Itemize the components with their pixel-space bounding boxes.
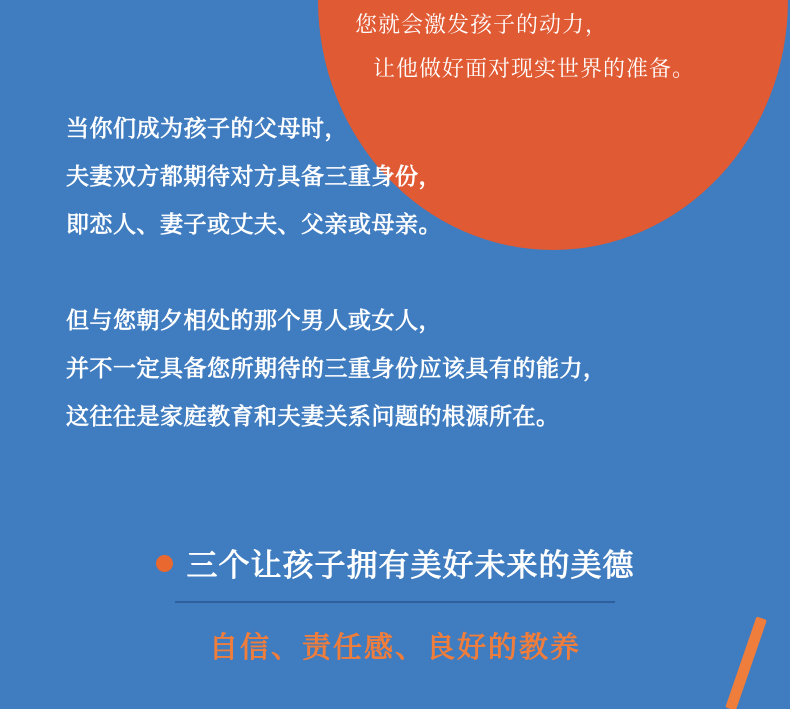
section-heading-block — [0, 540, 790, 666]
body-text-block — [66, 104, 746, 440]
top-quote-block — [355, 0, 790, 92]
section-subtitle: 自信、责任感、良好的教养 — [208, 632, 581, 664]
heading-divider — [175, 601, 615, 603]
paragraph-1-line-3: 即恋人、妻子或丈夫、父亲或母亲。 — [66, 211, 442, 237]
paragraph-1-line-2: 夫妻双方都期待对方具备三重身份， — [66, 163, 442, 189]
bullet-dot-icon — [156, 555, 173, 572]
paragraph-2-line-1: 但与您朝夕相处的那个男人或女人， — [66, 307, 442, 333]
top-quote-line-1: 您就会激发孩子的动力， — [355, 13, 609, 38]
top-quote-line-2: 让他做好面对现实世界的准备。 — [373, 57, 696, 82]
paragraph-1-line-1: 当你们成为孩子的父母时， — [66, 115, 348, 141]
paragraph-2-line-3: 这往往是家庭教育和夫妻关系问题的根源所在。 — [66, 403, 560, 429]
heading-row — [0, 540, 790, 585]
section-title: 三个让孩子拥有美好未来的美德 — [186, 548, 635, 583]
paragraph-2-line-2: 并不一定具备您所期待的三重身份应该具有的能力， — [66, 355, 607, 381]
paragraph-2 — [66, 296, 746, 440]
paragraph-1 — [66, 104, 746, 248]
